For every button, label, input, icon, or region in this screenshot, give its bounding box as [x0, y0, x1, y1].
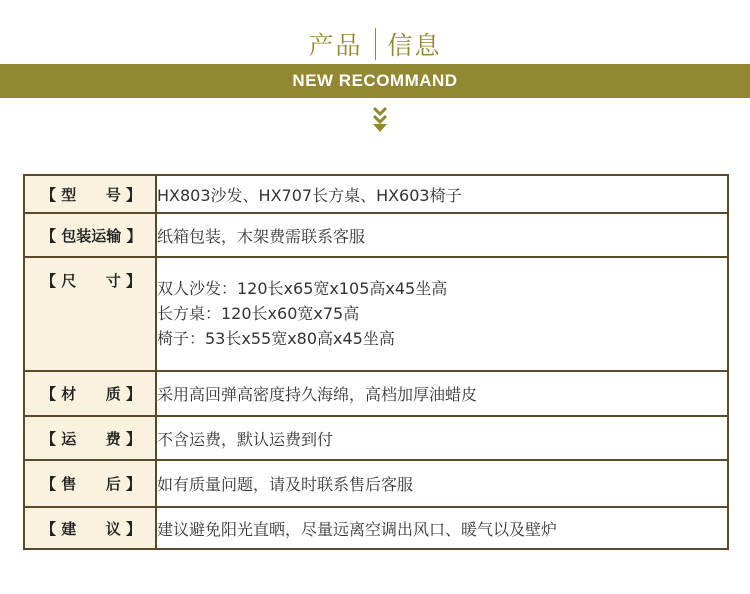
spec-row-shipping	[24, 416, 728, 460]
spec-key: 【 包装运输 】	[24, 213, 156, 257]
spec-value: 建议避免阳光直晒，尽量远离空调出风口、暖气以及壁炉	[156, 507, 728, 549]
spec-key: 【 运 费 】	[24, 416, 156, 460]
spec-row-aftersales	[24, 460, 728, 507]
spec-value: 双人沙发：120长x65宽x105高x45坐高 长方桌：120长x60宽x75高 椅子：53长x55宽x80高x45坐高	[156, 257, 728, 371]
title-left: 产品	[308, 31, 363, 60]
spec-key: 【 建 议 】	[24, 507, 156, 549]
spec-row-packaging	[24, 213, 728, 257]
subtitle-text: NEW RECOMMAND	[292, 71, 458, 90]
subtitle-band	[0, 64, 750, 98]
spec-row-model	[24, 175, 728, 213]
spec-value: 如有质量问题，请及时联系售后客服	[156, 460, 728, 507]
section-title	[0, 24, 750, 64]
spec-key: 【 材 质 】	[24, 371, 156, 416]
double-chevron-down-icon	[366, 104, 394, 134]
spec-value: HX803沙发、HX707长方桌、HX603椅子	[156, 175, 728, 213]
spec-key: 【 型 号 】	[24, 175, 156, 213]
spec-key: 【 售 后 】	[24, 460, 156, 507]
spec-value: 纸箱包装，木架费需联系客服	[156, 213, 728, 257]
title-divider	[375, 28, 376, 60]
spec-key: 【 尺 寸 】	[24, 257, 156, 371]
title-right: 信息	[387, 31, 442, 60]
spec-row-advice	[24, 507, 728, 549]
spec-value: 不含运费，默认运费到付	[156, 416, 728, 460]
spec-table	[23, 174, 729, 550]
spec-row-size	[24, 257, 728, 371]
spec-value: 采用高回弹高密度持久海绵，高档加厚油蜡皮	[156, 371, 728, 416]
spec-row-material	[24, 371, 728, 416]
